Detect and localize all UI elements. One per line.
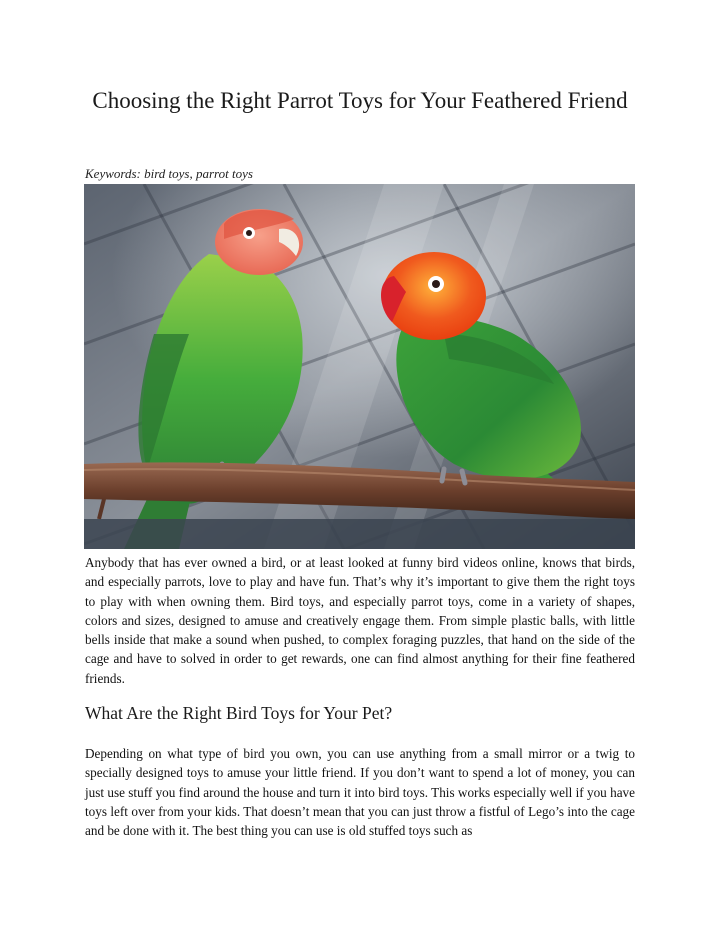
parrots-photo-icon (84, 184, 635, 549)
paragraph-intro: Anybody that has ever owned a bird, or at least looked at funny bird videos online, knows that birds, and especially parrots, love to play and have fun. That’s why it’s important to give them the right toys to play with when owning them. Bird toys, and especially parrot toys, come in a variety of shapes, colors and sizes, designed to amuse and creatively engage them. From simple plastic balls, with little bells inside that make a sound when pushed, to complex foraging puzzles, that hand on the side of the cage and have to solved in order to get rewards, one can find almost anything for their fine feathered friends. (85, 555, 635, 686)
section-heading: What Are the Right Bird Toys for Your Pet? (85, 703, 393, 723)
paragraph-section-1: Depending on what type of bird you own, you can use anything from a small mirror or a twig to specially designed toys to amuse your little friend. If you don’t want to spend a lot of money, you can just use stuff you find around the house and turn it into bird toys. This works especially well if you have toys left over from your kids. That doesn’t mean that you can just throw a fistful of Lego’s into the cage and be done with it. The best thing you can use is old stuffed toys such as (85, 746, 635, 839)
keywords-line: Keywords: bird toys, parrot toys (85, 166, 253, 181)
parrots-photo (84, 184, 635, 549)
document-title: Choosing the Right Parrot Toys for Your Feathered Friend (92, 88, 628, 113)
